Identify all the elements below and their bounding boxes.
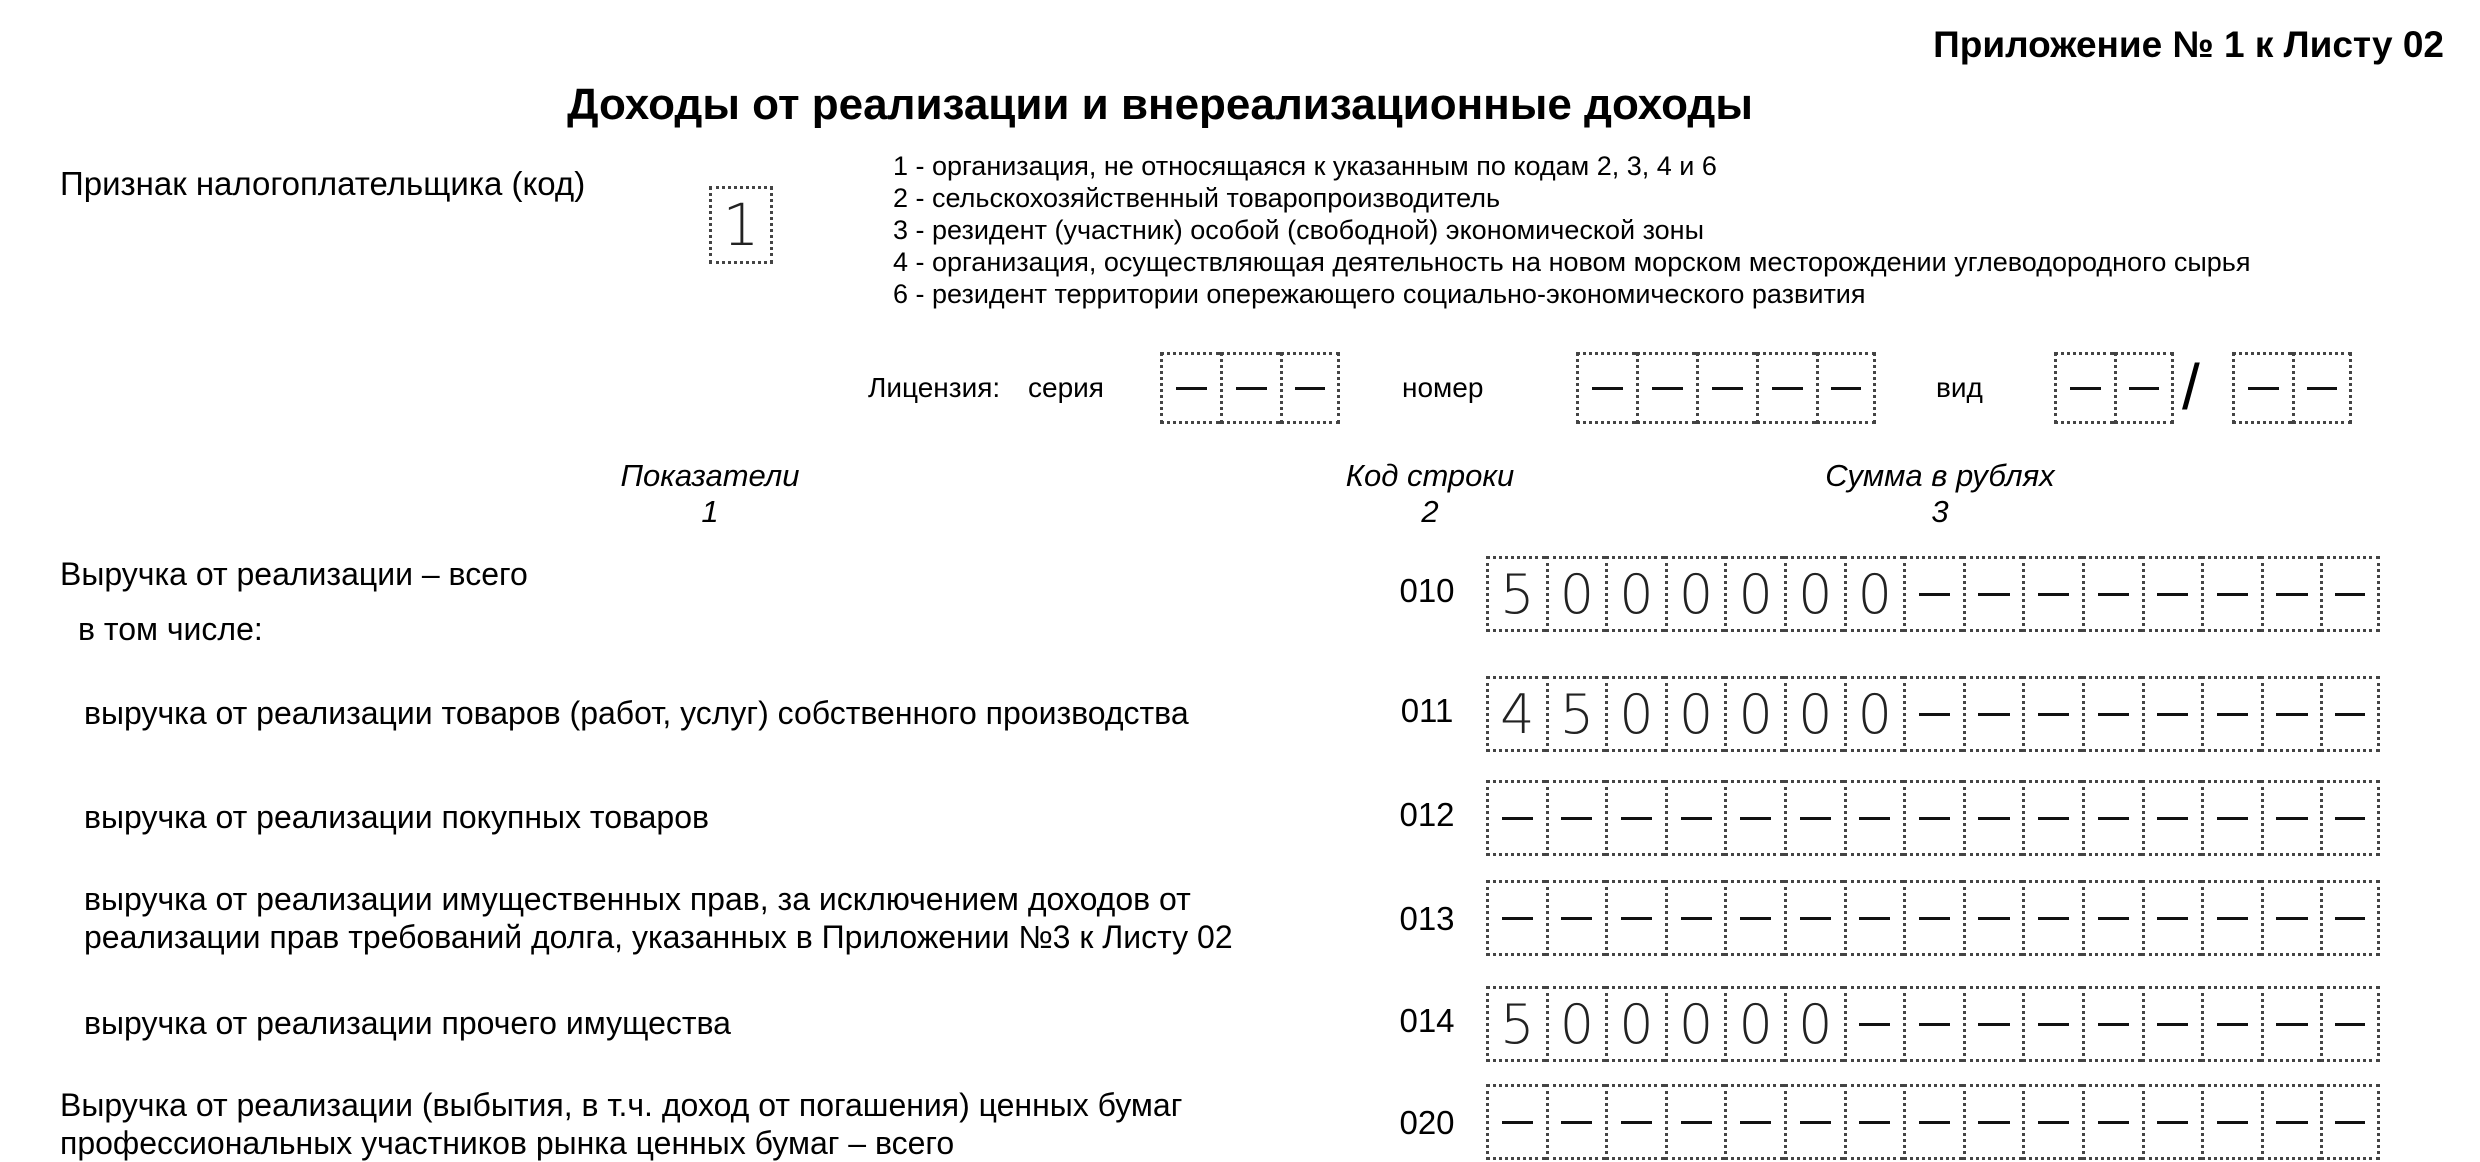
amount-013-cell[interactable] — [1605, 880, 1665, 956]
amount-012-cell[interactable] — [1546, 780, 1606, 856]
amount-010-cell[interactable] — [2022, 556, 2082, 632]
row-label-014: выручка от реализации прочего имущества — [84, 1005, 731, 1041]
amount-010-cell[interactable] — [2201, 556, 2261, 632]
amount-field-011[interactable] — [1486, 676, 2380, 752]
amount-020-cell[interactable] — [1903, 1084, 1963, 1160]
amount-020-cell[interactable] — [1546, 1084, 1606, 1160]
license-type-right-cell[interactable] — [2232, 352, 2292, 424]
column-header-indicators: Показатели 1 — [620, 458, 800, 529]
amount-020-cell[interactable] — [1724, 1084, 1784, 1160]
taxpayer-sign-field[interactable] — [709, 186, 773, 264]
amount-014-cell[interactable]: 0 — [1665, 986, 1725, 1062]
amount-014-cell[interactable] — [1963, 986, 2023, 1062]
amount-020-cell[interactable] — [1844, 1084, 1904, 1160]
legend-item: 4 - организация, осуществляющая деятельность на новом морском месторождении углеводородного сырья — [893, 247, 2251, 277]
amount-011-cell[interactable]: 4 — [1486, 676, 1546, 752]
amount-013-cell[interactable] — [1784, 880, 1844, 956]
page-title: Доходы от реализации и внереализационные доходы — [567, 80, 1753, 129]
license-number-label: номер — [1402, 372, 1484, 403]
row-code-020: 020 — [1399, 1104, 1455, 1141]
amount-010-cell[interactable]: 5 — [1486, 556, 1546, 632]
license-series-field[interactable] — [1160, 352, 1340, 424]
license-label: Лицензия: — [868, 372, 1001, 403]
license-type-left-cell[interactable] — [2114, 352, 2174, 424]
license-type-field-left[interactable] — [2054, 352, 2174, 424]
amount-020-cell[interactable] — [1963, 1084, 2023, 1160]
row-label-010: Выручка от реализации – всего — [60, 556, 528, 592]
amount-010-cell[interactable] — [2320, 556, 2380, 632]
amount-011-cell[interactable]: 0 — [1724, 676, 1784, 752]
amount-011-cell[interactable]: 0 — [1665, 676, 1725, 752]
amount-012-cell[interactable] — [1665, 780, 1725, 856]
license-series-cell[interactable] — [1280, 352, 1340, 424]
legend-item: 3 - резидент (участник) особой (свободной) экономической зоны — [893, 215, 1704, 245]
amount-010-cell[interactable] — [1963, 556, 2023, 632]
amount-010-cell[interactable] — [2082, 556, 2142, 632]
legend-item: 2 - сельскохозяйственный товаропроизводитель — [893, 183, 1501, 213]
amount-012-cell[interactable] — [2022, 780, 2082, 856]
amount-014-cell[interactable]: 0 — [1605, 986, 1665, 1062]
amount-014-cell[interactable] — [2261, 986, 2321, 1062]
amount-012-cell[interactable] — [2201, 780, 2261, 856]
amount-013-cell[interactable] — [1546, 880, 1606, 956]
amount-014-cell[interactable]: 0 — [1546, 986, 1606, 1062]
amount-011-cell[interactable]: 0 — [1844, 676, 1904, 752]
amount-012-cell[interactable] — [1903, 780, 1963, 856]
amount-010-cell[interactable]: 0 — [1784, 556, 1844, 632]
amount-014-cell[interactable] — [1903, 986, 1963, 1062]
in-that-number-label: в том числе: — [78, 611, 263, 647]
amount-013-cell[interactable] — [1665, 880, 1725, 956]
license-number-cell[interactable] — [1756, 352, 1816, 424]
amount-011-cell[interactable] — [1903, 676, 1963, 752]
amount-014-cell[interactable] — [2082, 986, 2142, 1062]
amount-013-cell[interactable] — [2320, 880, 2380, 956]
amount-020-cell[interactable] — [1665, 1084, 1725, 1160]
amount-012-cell[interactable] — [2082, 780, 2142, 856]
amount-field-012[interactable] — [1486, 780, 2380, 856]
taxpayer-sign-label: Признак налогоплательщика (код) — [60, 165, 586, 202]
amount-014-cell[interactable] — [2022, 986, 2082, 1062]
amount-014-cell[interactable]: 0 — [1724, 986, 1784, 1062]
taxpayer-sign-cell[interactable]: 1 — [709, 186, 773, 264]
row-label-013: выручка от реализации имущественных прав, за исключением доходов от реализации прав требований долга, указанных в Приложении №3 к Листу 02 — [84, 881, 1233, 955]
amount-014-cell[interactable] — [1844, 986, 1904, 1062]
row-label-012: выручка от реализации покупных товаров — [84, 799, 710, 835]
amount-012-cell[interactable] — [1784, 780, 1844, 856]
amount-012-cell[interactable] — [1724, 780, 1784, 856]
appendix-title: Приложение № 1 к Листу 02 — [1933, 24, 2444, 65]
amount-020-cell[interactable] — [2201, 1084, 2261, 1160]
row-code-012: 012 — [1399, 796, 1455, 833]
amount-010-cell[interactable] — [1903, 556, 1963, 632]
column-header-amount: Сумма в рублях 3 — [1825, 458, 2055, 529]
amount-020-cell[interactable] — [1784, 1084, 1844, 1160]
amount-011-cell[interactable] — [1963, 676, 2023, 752]
amount-013-cell[interactable] — [1903, 880, 1963, 956]
legend-item: 1 - организация, не относящаяся к указанным по кодам 2, 3, 4 и 6 — [893, 151, 1717, 181]
row-code-014: 014 — [1399, 1002, 1455, 1039]
amount-020-cell[interactable] — [1486, 1084, 1546, 1160]
license-number-cell[interactable] — [1636, 352, 1696, 424]
taxpayer-sign-legend — [893, 150, 2250, 310]
amount-020-cell[interactable] — [2142, 1084, 2202, 1160]
amount-010-cell[interactable]: 0 — [1665, 556, 1725, 632]
amount-010-cell[interactable]: 0 — [1546, 556, 1606, 632]
amount-010-cell[interactable]: 0 — [1724, 556, 1784, 632]
license-series-label: серия — [1028, 372, 1104, 403]
amount-field-014[interactable] — [1486, 986, 2380, 1062]
license-series-cell[interactable] — [1160, 352, 1220, 424]
amount-014-cell[interactable]: 0 — [1784, 986, 1844, 1062]
amount-011-cell[interactable] — [2142, 676, 2202, 752]
amount-012-cell[interactable] — [2142, 780, 2202, 856]
amount-013-cell[interactable] — [1486, 880, 1546, 956]
amount-010-cell[interactable] — [2261, 556, 2321, 632]
row-label-011: выручка от реализации товаров (работ, услуг) собственного производства — [84, 695, 1189, 731]
amount-010-cell[interactable]: 0 — [1844, 556, 1904, 632]
row-code-010: 010 — [1399, 572, 1455, 609]
amount-013-cell[interactable] — [2142, 880, 2202, 956]
amount-012-cell[interactable] — [1844, 780, 1904, 856]
amount-020-cell[interactable] — [2320, 1084, 2380, 1160]
amount-014-cell[interactable] — [2201, 986, 2261, 1062]
amount-013-cell[interactable] — [1724, 880, 1784, 956]
amount-011-cell[interactable]: 0 — [1605, 676, 1665, 752]
amount-020-cell[interactable] — [2022, 1084, 2082, 1160]
amount-011-cell[interactable] — [2022, 676, 2082, 752]
amount-013-cell[interactable] — [2082, 880, 2142, 956]
amount-020-cell[interactable] — [2261, 1084, 2321, 1160]
license-number-cell[interactable] — [1576, 352, 1636, 424]
amount-011-cell[interactable] — [2082, 676, 2142, 752]
license-series-cell[interactable] — [1220, 352, 1280, 424]
amount-013-cell[interactable] — [2261, 880, 2321, 956]
column-header-line-code: Код строки 2 — [1345, 458, 1515, 529]
amount-013-cell[interactable] — [2201, 880, 2261, 956]
license-number-cell[interactable] — [1816, 352, 1876, 424]
amount-012-cell[interactable] — [1605, 780, 1665, 856]
license-number-cell[interactable] — [1696, 352, 1756, 424]
row-code-011: 011 — [1400, 692, 1454, 729]
row-code-013: 013 — [1399, 900, 1455, 937]
license-number-field[interactable] — [1576, 352, 1876, 424]
amount-010-cell[interactable] — [2142, 556, 2202, 632]
amount-011-cell[interactable]: 5 — [1546, 676, 1606, 752]
amount-011-cell[interactable] — [2320, 676, 2380, 752]
amount-013-cell[interactable] — [1844, 880, 1904, 956]
license-type-left-cell[interactable] — [2054, 352, 2114, 424]
legend-item: 6 - резидент территории опережающего социально-экономического развития — [893, 279, 1866, 309]
license-type-label: вид — [1936, 372, 1983, 403]
amount-020-cell[interactable] — [1605, 1084, 1665, 1160]
amount-field-010[interactable] — [1486, 556, 2380, 632]
amount-011-cell[interactable] — [2201, 676, 2261, 752]
license-type-right-cell[interactable] — [2292, 352, 2352, 424]
amount-012-cell[interactable] — [2320, 780, 2380, 856]
license-type-separator: / — [2182, 351, 2200, 423]
row-label-020: Выручка от реализации (выбытия, в т.ч. доход от погашения) ценных бумаг профессиональных участников рынка ценных бумаг – всего — [60, 1087, 1183, 1161]
amount-011-cell[interactable] — [2261, 676, 2321, 752]
amount-013-cell[interactable] — [2022, 880, 2082, 956]
amount-013-cell[interactable] — [1963, 880, 2023, 956]
amount-011-cell[interactable]: 0 — [1784, 676, 1844, 752]
amount-012-cell[interactable] — [1486, 780, 1546, 856]
amount-012-cell[interactable] — [2261, 780, 2321, 856]
amount-014-cell[interactable] — [2142, 986, 2202, 1062]
amount-field-013[interactable] — [1486, 880, 2380, 956]
amount-010-cell[interactable]: 0 — [1605, 556, 1665, 632]
amount-014-cell[interactable] — [2320, 986, 2380, 1062]
amount-020-cell[interactable] — [2082, 1084, 2142, 1160]
amount-012-cell[interactable] — [1963, 780, 2023, 856]
amount-field-020[interactable] — [1486, 1084, 2380, 1160]
amount-014-cell[interactable]: 5 — [1486, 986, 1546, 1062]
license-type-field-right[interactable] — [2232, 352, 2352, 424]
